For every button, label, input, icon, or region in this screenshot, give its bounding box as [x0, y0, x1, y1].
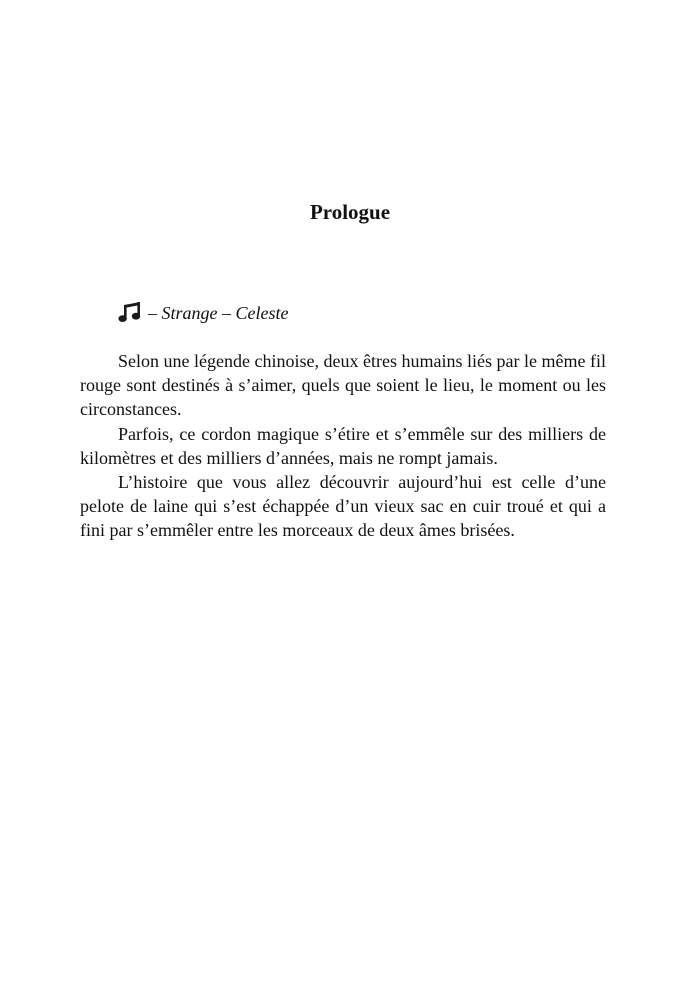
song-reference: [118, 301, 288, 325]
paragraph: L’histoire que vous allez découvrir aujourd’hui est celle d’une pelote de laine qui s’est échappée d’un vieux sac en cuir troué et qui a fini par s’emmêler entre les morceaux de deux âmes brisées.: [80, 472, 606, 541]
paragraph: Parfois, ce cordon magique s’étire et s’emmêle sur des milliers de kilomètres et des milliers d’années, mais ne rompt jamais.: [80, 423, 606, 468]
song-title-text: – Strange – Celeste: [148, 303, 289, 323]
paragraph: Selon une légende chinoise, deux êtres humains liés par le même fil rouge sont destinés à s’aimer, quels que soient le lieu, le moment ou les circonstances.: [80, 351, 606, 420]
music-note-icon: [118, 301, 142, 323]
chapter-title: Prologue: [309, 200, 391, 224]
prologue-body: [80, 349, 606, 543]
